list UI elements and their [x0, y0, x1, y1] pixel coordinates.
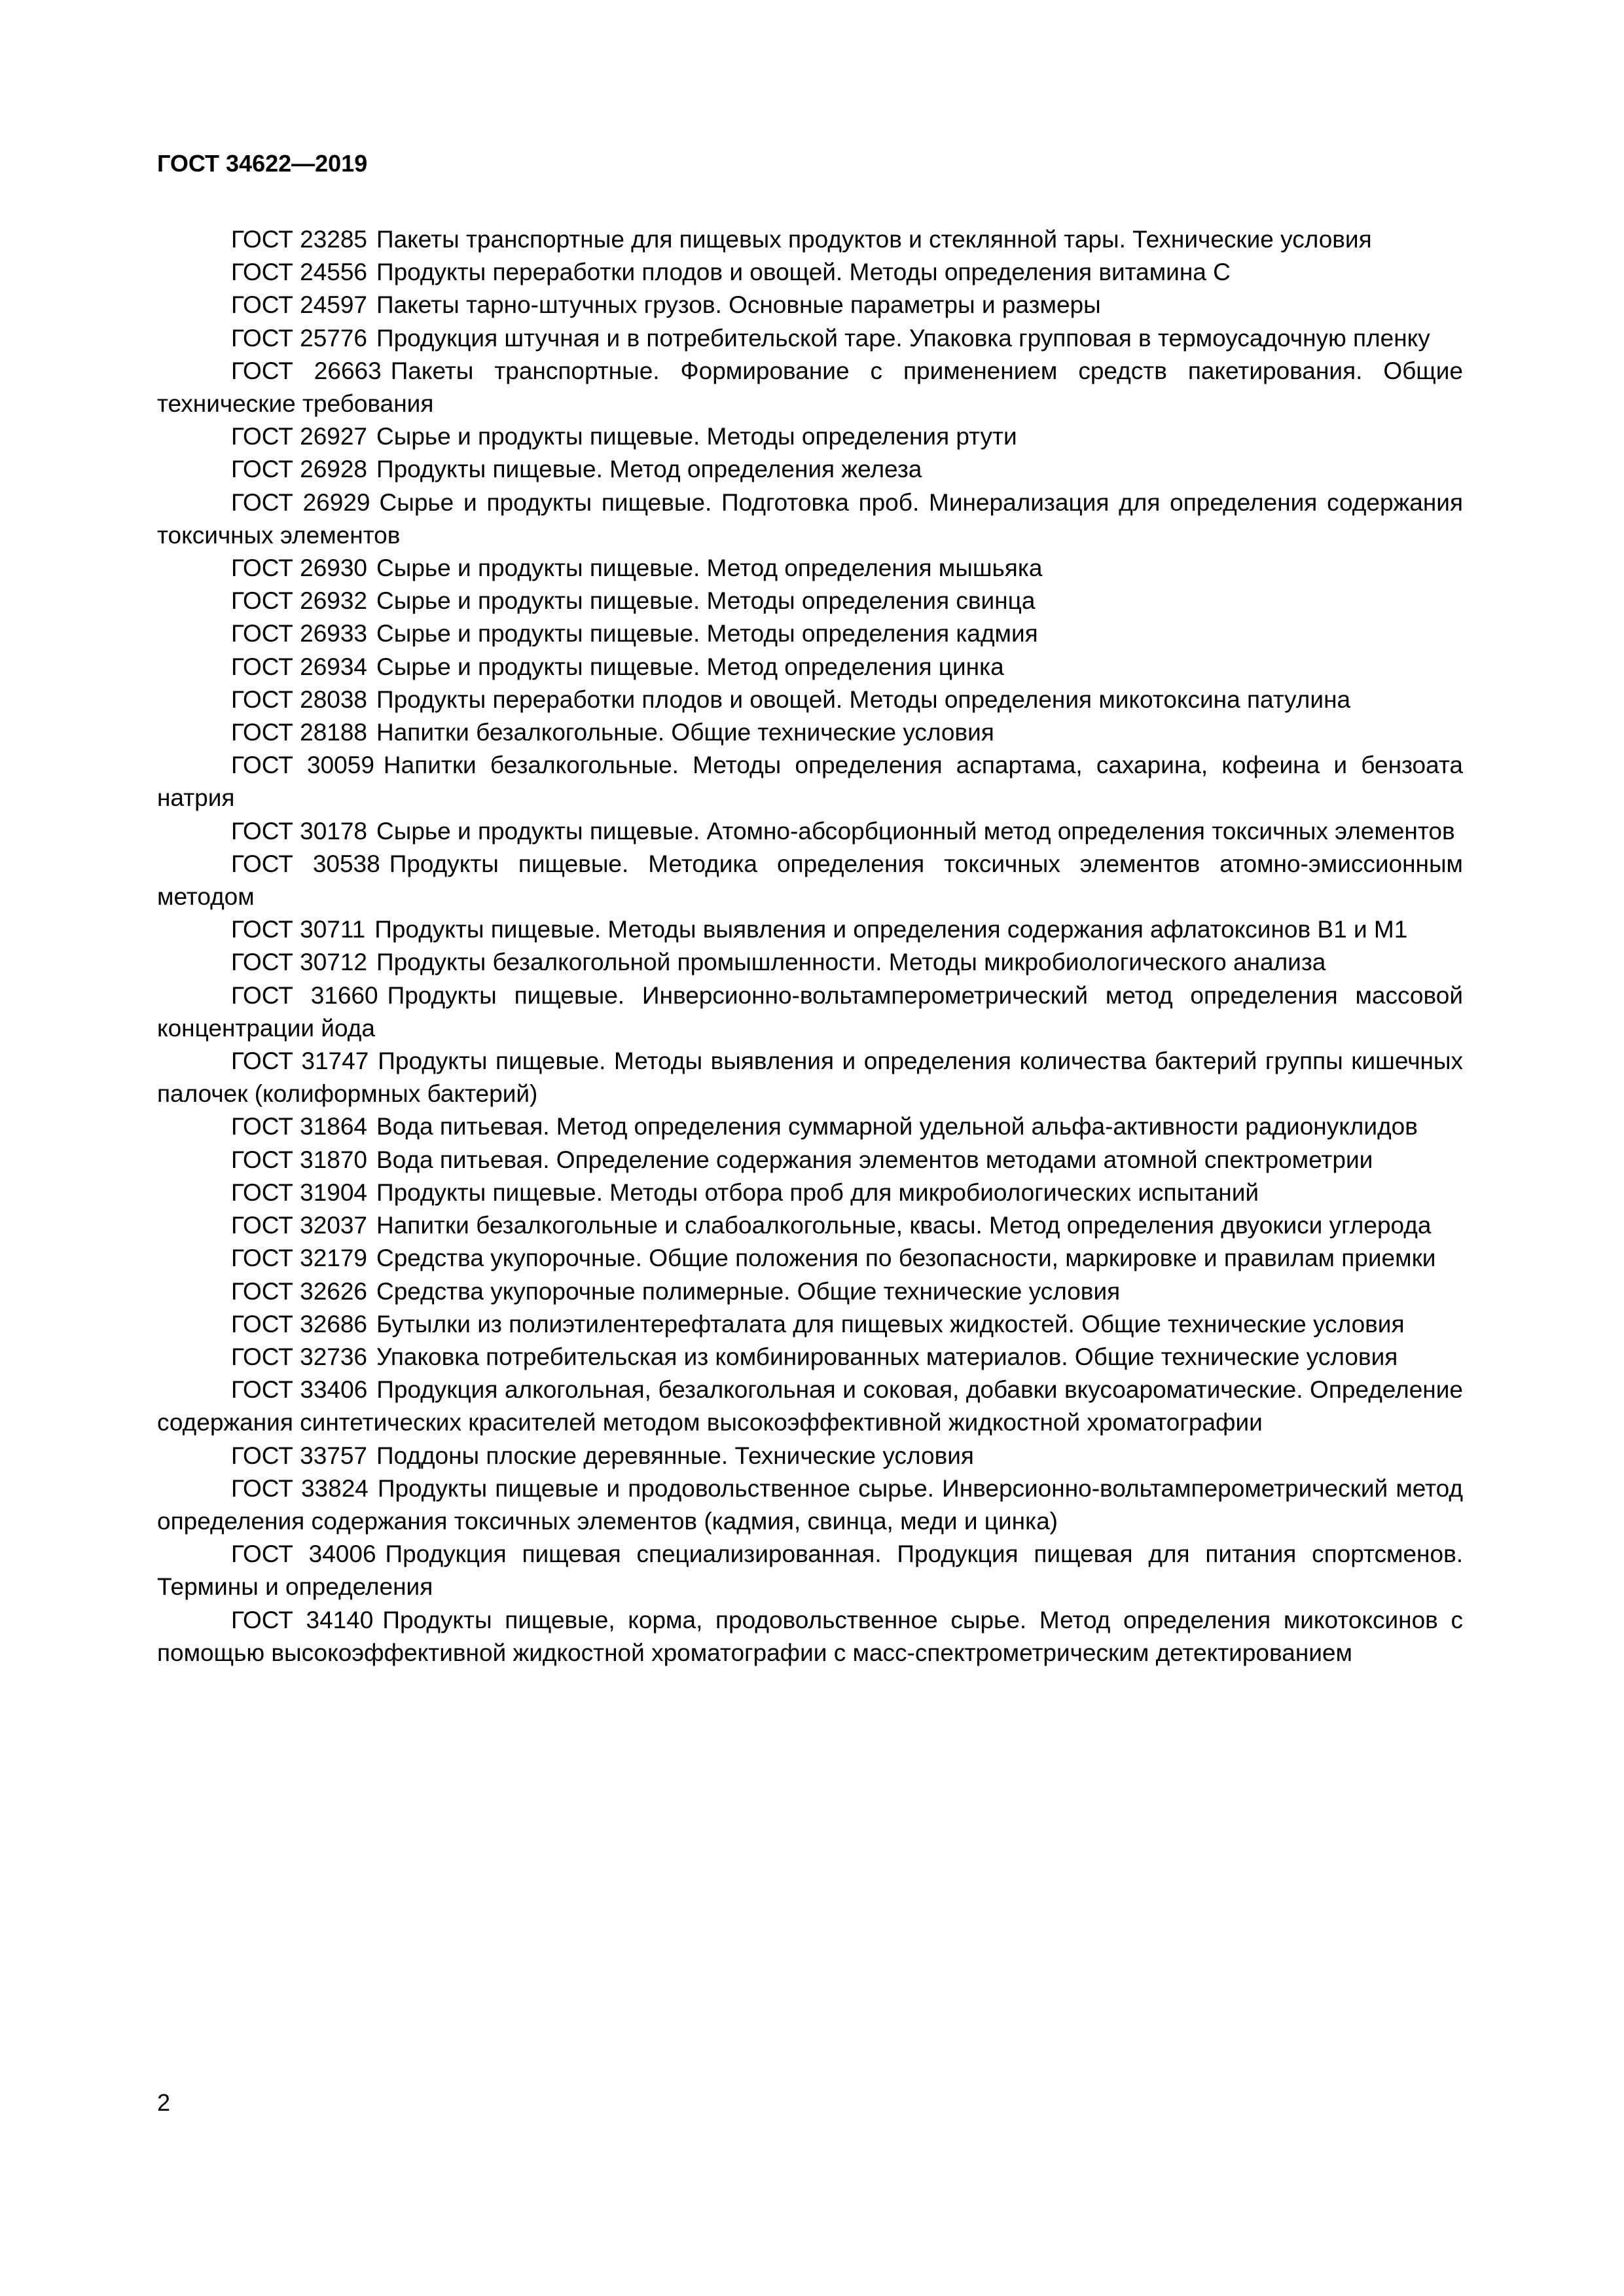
reference-title: Продукты переработки плодов и овощей. Методы определения микотоксина патулина: [376, 685, 1351, 713]
reference-title: Продукты пищевые. Методы выявления и определения количества бактерий группы кишечных палочек (колиформных бактерий): [157, 1048, 1464, 1108]
reference-code: ГОСТ 26930: [231, 555, 367, 582]
reference-code: ГОСТ 32179: [231, 1245, 367, 1272]
reference-title: Продукты пищевые. Методы отбора проб для микробиологических испытаний: [376, 1178, 1259, 1206]
reference-title: Сырье и продукты пищевые. Метод определения мышьяка: [376, 555, 1043, 582]
reference-item: [157, 1440, 1463, 1472]
reference-list: [157, 223, 1463, 1669]
reference-code: ГОСТ 28188: [231, 719, 367, 746]
reference-item: [157, 716, 1463, 749]
reference-title: Сырье и продукты пищевые. Метод определения цинка: [376, 653, 1004, 680]
reference-code: ГОСТ 32736: [231, 1343, 367, 1370]
reference-title: Бутылки из полиэтилентерефталата для пищевых жидкостей. Общие технические условия: [376, 1310, 1405, 1338]
reference-item: [157, 256, 1463, 289]
reference-title: Продукты пищевые. Методика определения токсичных элементов атомно-эмиссионным методом: [157, 850, 1463, 911]
reference-code: ГОСТ 24556: [231, 259, 367, 286]
reference-code: ГОСТ 28038: [231, 685, 367, 713]
reference-item: [157, 289, 1463, 321]
reference-item: [157, 1242, 1463, 1275]
reference-code: ГОСТ 23285: [231, 226, 367, 253]
reference-item: [157, 1604, 1463, 1669]
reference-code: ГОСТ 32037: [231, 1212, 367, 1239]
reference-item: [157, 552, 1463, 585]
reference-title: Продукты пищевые, корма, продовольственное сырье. Метод определения микотоксинов с помощью высокоэффективной жидкостной хроматографии с масс-спектрометрическим детектированием: [157, 1606, 1464, 1666]
reference-title: Продукты переработки плодов и овощей. Методы определения витамина С: [376, 259, 1231, 286]
reference-title: Напитки безалкогольные и слабоалкогольные, квасы. Метод определения двуокиси углерода: [376, 1212, 1432, 1239]
reference-title: Сырье и продукты пищевые. Методы определения ртути: [376, 423, 1017, 450]
reference-code: ГОСТ 31870: [231, 1146, 367, 1173]
reference-title: Пакеты транспортные для пищевых продуктов и стеклянной тары. Технические условия: [376, 226, 1372, 253]
reference-title: Напитки безалкогольные. Общие технические условия: [376, 719, 994, 746]
reference-item: [157, 979, 1463, 1045]
reference-item: [157, 749, 1463, 814]
reference-code: ГОСТ 33406: [231, 1376, 368, 1404]
reference-title: Поддоны плоские деревянные. Технические условия: [376, 1442, 974, 1469]
reference-title: Средства укупорочные. Общие положения по безопасности, маркировке и правилам приемки: [376, 1245, 1436, 1272]
reference-code: ГОСТ 26929: [231, 488, 370, 516]
reference-item: [157, 453, 1463, 486]
reference-title: Продукция пищевая специализированная. Продукция пищевая для питания спортсменов. Термины и определения: [157, 1540, 1463, 1601]
reference-item: [157, 1209, 1463, 1242]
reference-item: [157, 1045, 1463, 1110]
reference-item: [157, 1538, 1463, 1603]
reference-title: Продукты безалкогольной промышленности. Методы микробиологического анализа: [376, 949, 1326, 976]
reference-title: Продукты пищевые. Метод определения железа: [376, 456, 922, 483]
reference-code: ГОСТ 31660: [231, 981, 378, 1009]
reference-code: ГОСТ 30538: [231, 850, 380, 877]
reference-title: Продукты пищевые. Методы выявления и определения содержания афлатоксинов В1 и М1: [374, 916, 1408, 943]
reference-code: ГОСТ 26933: [231, 620, 367, 647]
reference-title: Пакеты тарно-штучных грузов. Основные параметры и размеры: [376, 291, 1101, 319]
reference-title: Напитки безалкогольные. Методы определения аспартама, сахарина, кофеина и бензоата натрия: [157, 752, 1464, 812]
reference-title: Продукция штучная и в потребительской таре. Упаковка групповая в термоусадочную пленку: [376, 324, 1430, 352]
reference-item: [157, 683, 1463, 716]
reference-item: [157, 848, 1463, 913]
reference-code: ГОСТ 31747: [231, 1048, 369, 1075]
reference-title: Средства укупорочные полимерные. Общие технические условия: [376, 1277, 1121, 1305]
reference-title: Упаковка потребительская из комбинированных материалов. Общие технические условия: [376, 1343, 1398, 1370]
reference-item: [157, 1374, 1463, 1439]
reference-item: [157, 486, 1463, 552]
reference-item: [157, 651, 1463, 683]
reference-item: [157, 815, 1463, 848]
reference-code: ГОСТ 26932: [231, 587, 367, 615]
reference-item: [157, 1110, 1463, 1143]
reference-code: ГОСТ 34006: [231, 1540, 376, 1568]
reference-code: ГОСТ 33757: [231, 1442, 367, 1469]
reference-title: Продукция алкогольная, безалкогольная и соковая, добавки вкусоароматические. Определение содержания синтетических красителей методом высокоэффективной жидкостной хроматографии: [157, 1376, 1463, 1436]
reference-code: ГОСТ 26927: [231, 423, 367, 450]
reference-title: Вода питьевая. Метод определения суммарной удельной альфа-активности радионуклидов: [376, 1113, 1418, 1140]
reference-item: [157, 913, 1463, 946]
reference-item: [157, 355, 1463, 420]
reference-code: ГОСТ 31864: [231, 1113, 367, 1140]
reference-item: [157, 1144, 1463, 1176]
reference-title: Продукты пищевые. Инверсионно-вольтамперометрический метод определения массовой концентрации йода: [157, 981, 1463, 1042]
reference-code: ГОСТ 30712: [231, 949, 367, 976]
reference-title: Сырье и продукты пищевые. Подготовка проб. Минерализация для определения содержания токсичных элементов: [157, 488, 1463, 549]
reference-code: ГОСТ 32686: [231, 1310, 367, 1338]
reference-item: [157, 617, 1463, 650]
reference-code: ГОСТ 32626: [231, 1277, 367, 1305]
reference-item: [157, 1341, 1463, 1374]
reference-title: Сырье и продукты пищевые. Методы определения свинца: [376, 587, 1036, 615]
reference-title: Вода питьевая. Определение содержания элементов методами атомной спектрометрии: [376, 1146, 1373, 1173]
reference-item: [157, 1275, 1463, 1308]
reference-code: ГОСТ 26928: [231, 456, 367, 483]
reference-item: [157, 1308, 1463, 1341]
reference-title: Пакеты транспортные. Формирование с применением средств пакетирования. Общие технические требования: [157, 357, 1463, 418]
reference-item: [157, 946, 1463, 979]
reference-code: ГОСТ 31904: [231, 1178, 367, 1206]
reference-item: [157, 223, 1463, 256]
reference-item: [157, 585, 1463, 617]
reference-code: ГОСТ 26934: [231, 653, 367, 680]
reference-code: ГОСТ 34140: [231, 1606, 374, 1633]
reference-code: ГОСТ 33824: [231, 1474, 369, 1502]
page-number: 2: [157, 2089, 171, 2116]
document-header: ГОСТ 34622—2019: [157, 150, 368, 177]
reference-item: [157, 1176, 1463, 1209]
reference-code: ГОСТ 30711: [231, 916, 366, 943]
reference-code: ГОСТ 30059: [231, 752, 374, 779]
reference-item: [157, 322, 1463, 355]
reference-item: [157, 420, 1463, 453]
reference-code: ГОСТ 26663: [231, 357, 382, 384]
reference-title: Сырье и продукты пищевые. Методы определения кадмия: [376, 620, 1038, 647]
reference-code: ГОСТ 30178: [231, 817, 367, 845]
reference-item: [157, 1472, 1463, 1538]
reference-code: ГОСТ 25776: [231, 324, 367, 352]
reference-title: Сырье и продукты пищевые. Атомно-абсорбционный метод определения токсичных элементов: [376, 817, 1455, 845]
reference-title: Продукты пищевые и продовольственное сырье. Инверсионно-вольтамперометрический метод определения содержания токсичных элементов (кадмия, свинца, меди и цинка): [157, 1474, 1464, 1535]
reference-code: ГОСТ 24597: [231, 291, 367, 319]
